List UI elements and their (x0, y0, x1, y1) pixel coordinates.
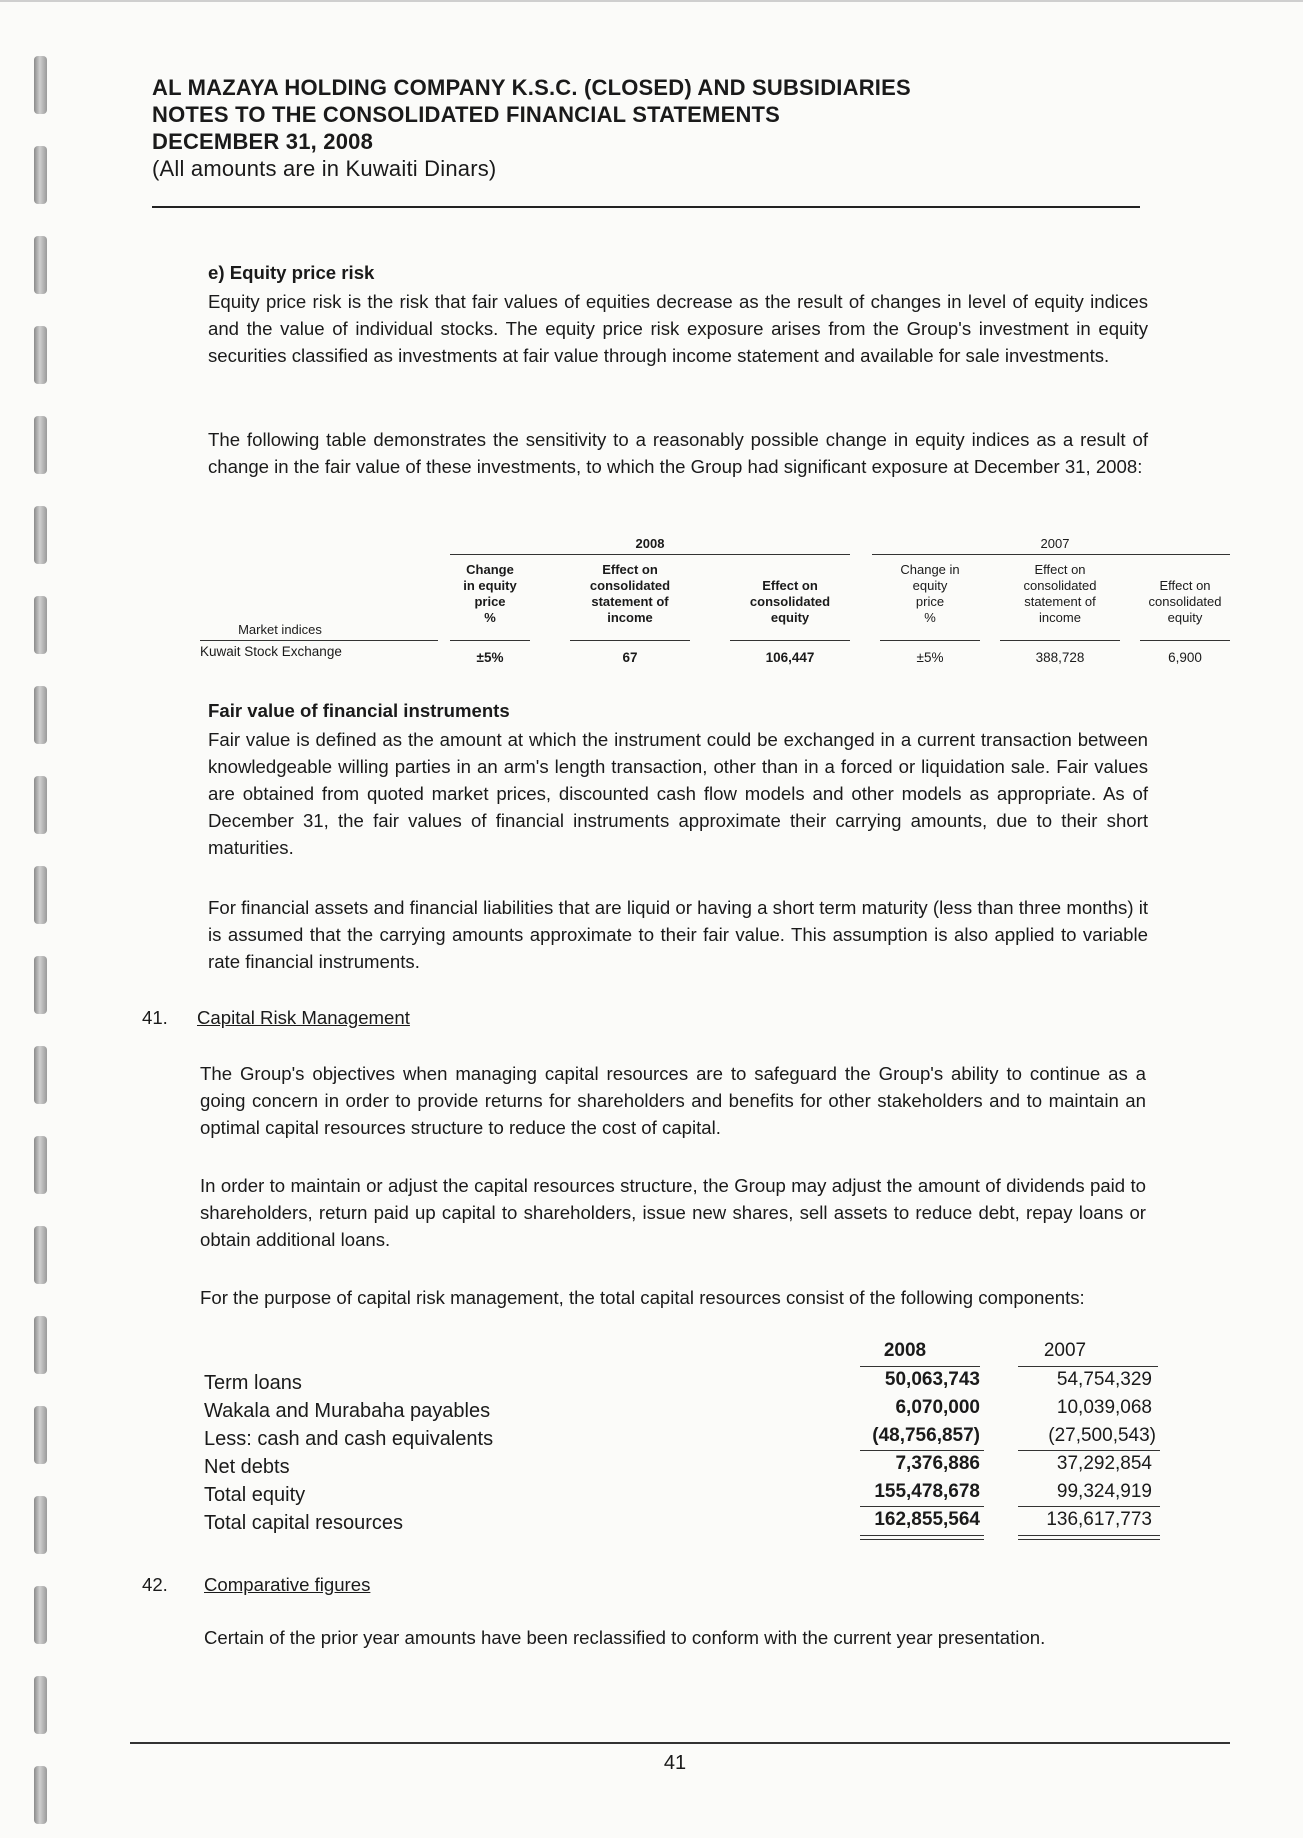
cap-double-underline-2007 (1018, 1539, 1160, 1540)
capital-risk-paragraph-1: The Group's objectives when managing capital resources are to safeguard the Group's ability to continue as a going concern in order to provide returns for shareholders and benefits for other stakeholders and to maintain an optimal capital resources structure to reduce the cost of capital. (200, 1063, 1146, 1138)
document-subtitle: NOTES TO THE CONSOLIDATED FINANCIAL STATEMENTS (152, 102, 781, 127)
header-line: statement of (1024, 594, 1096, 609)
header-line: equity (770, 610, 810, 625)
row-label: Term loans (204, 1372, 302, 1394)
binding-ring (34, 1496, 47, 1554)
sens-col-change-2008 (450, 562, 530, 626)
binding-ring (34, 1226, 47, 1284)
sens-row-market: Kuwait Stock Exchange (200, 644, 342, 659)
binding-ring (34, 1676, 47, 1734)
header-line: equity (1167, 610, 1203, 625)
header-rule (152, 206, 1140, 208)
row-label: Net debts (204, 1456, 290, 1478)
document-header (152, 74, 1152, 182)
cap-year-2007: 2007 (1043, 1340, 1087, 1361)
section-42-number: 42. (142, 1574, 168, 1595)
fair-value-heading: Fair value of financial instruments (208, 700, 510, 721)
fair-value-paragraph-2: For financial assets and financial liabilities that are liquid or having a short term maturity (less than three months) it is assumed that the carrying amounts approximate to their fair value. This assumption is also applied to variable rate financial instruments. (208, 897, 1148, 972)
binding-ring (34, 506, 47, 564)
row-value-2007: 54,754,329 (1056, 1369, 1152, 1390)
header-line: consolidated (589, 578, 671, 593)
header-line: Effect on (602, 562, 658, 577)
row-value-2007: 37,292,854 (1056, 1453, 1152, 1474)
row-value-2007: 136,617,773 (1046, 1509, 1152, 1530)
header-line: consolidated (1148, 594, 1222, 609)
cap-double-underline-2007 (1018, 1535, 1160, 1536)
cap-double-underline-2008 (860, 1539, 984, 1540)
header-line: Effect on (1034, 562, 1086, 577)
sens-col-equity-2007 (1140, 578, 1230, 626)
sens-col-income-2008 (570, 562, 690, 626)
sens-col-change-2007 (880, 562, 980, 626)
row-label: Wakala and Murabaha payables (204, 1400, 491, 1422)
binding-ring (34, 596, 47, 654)
row-value-2008: 7,376,886 (895, 1453, 980, 1474)
sens-underline (200, 640, 438, 641)
footer-rule (130, 1742, 1230, 1744)
page-number: 41 (663, 1752, 687, 1774)
header-line: income (1039, 610, 1081, 625)
binding-ring (34, 326, 47, 384)
sens-rule-2008 (450, 554, 850, 555)
binding-ring (34, 146, 47, 204)
header-line: price (915, 594, 945, 609)
sens-row-equity-2008: 106,447 (765, 650, 815, 665)
row-value-2007: 10,039,068 (1056, 1397, 1152, 1418)
header-line: equity (912, 578, 948, 593)
header-line: statement of (591, 594, 669, 609)
sens-row-change-2007: ±5% (916, 650, 944, 665)
header-line: consolidated (749, 594, 831, 609)
statement-date: DECEMBER 31, 2008 (152, 129, 374, 154)
binding-ring (34, 1136, 47, 1194)
header-line: price (474, 594, 506, 609)
sens-underline (1140, 640, 1230, 641)
header-line: Change in (900, 562, 960, 577)
binding-ring (34, 1766, 47, 1824)
row-value-2008: (48,756,857) (872, 1425, 980, 1446)
section-41-title: Capital Risk Management (197, 1007, 410, 1028)
header-line: Change (466, 562, 514, 577)
sens-row-income-2008: 67 (622, 650, 638, 665)
sens-year-2008: 2008 (635, 536, 665, 551)
section-42-title: Comparative figures (204, 1574, 371, 1595)
company-name: AL MAZAYA HOLDING COMPANY K.S.C. (CLOSED) AND SUBSIDIARIES (152, 75, 911, 100)
header-line: consolidated (1023, 578, 1097, 593)
header-line: Effect on (1159, 578, 1211, 593)
binding-ring (34, 236, 47, 294)
sensitivity-intro-paragraph: The following table demonstrates the sensitivity to a reasonably possible change in equity indices as a result of change in the fair value of these investments, to which the Group had significant exposure at December 31, 2008: (208, 429, 1148, 477)
binding-ring (34, 1046, 47, 1104)
sens-row-income-2007: 388,728 (1035, 650, 1085, 665)
cap-double-underline-2008 (860, 1535, 984, 1536)
sens-underline (450, 640, 530, 641)
capital-risk-paragraph-2: In order to maintain or adjust the capital resources structure, the Group may adjust the amount of dividends paid to shareholders, return paid up capital to shareholders, issue new shares, sell assets to reduce debt, repay loans or obtain additional loans. (200, 1175, 1146, 1250)
header-line: % (924, 610, 936, 625)
cap-year-2008: 2008 (883, 1340, 927, 1361)
row-value-2008: 6,070,000 (895, 1397, 980, 1418)
section-41-number: 41. (142, 1007, 168, 1028)
comparative-paragraph: Certain of the prior year amounts have been reclassified to conform with the current year presentation. (204, 1627, 1046, 1648)
fair-value-paragraph-1: Fair value is defined as the amount at which the instrument could be exchanged in a current transaction between knowledgeable willing parties in an arm's length transaction, other than in a forced or liquidation sale. Fair values are obtained from quoted market prices, discounted cash flow models and other models as appropriate. As of December 31, the fair values of financial instruments approximate their carrying amounts, due to their short maturities. (208, 729, 1148, 858)
sens-underline (730, 640, 850, 641)
binding-ring (34, 1586, 47, 1644)
currency-note: (All amounts are in Kuwaiti Dinars) (152, 156, 497, 181)
sens-underline (570, 640, 690, 641)
sens-row-change-2008: ±5% (476, 650, 504, 665)
sens-col-market: Market indices (238, 622, 322, 637)
sens-rule-2007 (872, 554, 1230, 555)
binding-ring (34, 416, 47, 474)
row-value-2007: (27,500,543) (1048, 1425, 1156, 1446)
binding-ring (34, 956, 47, 1014)
header-line: Effect on (762, 578, 818, 593)
sens-col-income-2007 (1000, 562, 1120, 626)
row-label: Total capital resources (204, 1512, 403, 1534)
header-line: in equity (463, 578, 517, 593)
binding-ring (34, 866, 47, 924)
row-value-2007: 99,324,919 (1056, 1481, 1152, 1502)
binding-ring (34, 56, 47, 114)
sens-year-2007: 2007 (1040, 536, 1070, 551)
sens-underline (1000, 640, 1120, 641)
row-value-2008: 155,478,678 (874, 1481, 980, 1502)
equity-risk-heading: e) Equity price risk (208, 262, 375, 283)
sens-row-equity-2007: 6,900 (1168, 650, 1202, 665)
row-label: Total equity (204, 1484, 306, 1506)
binding-ring (34, 1316, 47, 1374)
binding-ring (34, 1406, 47, 1464)
binding-ring (34, 776, 47, 834)
row-label: Less: cash and cash equivalents (204, 1428, 494, 1450)
header-line: % (484, 610, 496, 625)
binding-rings (30, 0, 54, 1838)
page-top-edge (0, 0, 1303, 2)
sens-col-equity-2008 (730, 578, 850, 626)
row-value-2008: 50,063,743 (884, 1369, 980, 1390)
sens-underline (880, 640, 980, 641)
capital-risk-paragraph-3: For the purpose of capital risk management, the total capital resources consist of the following components: (200, 1287, 1085, 1308)
equity-risk-paragraph: Equity price risk is the risk that fair values of equities decrease as the result of changes in level of equity indices and the value of individual stocks. The equity price risk exposure arises from the Group's investment in equity securities classified as investments at fair value through income statement and available for sale investments. (208, 291, 1148, 366)
sensitivity-table (200, 536, 1230, 676)
binding-ring (34, 686, 47, 744)
row-value-2008: 162,855,564 (874, 1509, 980, 1530)
header-line: income (607, 610, 653, 625)
